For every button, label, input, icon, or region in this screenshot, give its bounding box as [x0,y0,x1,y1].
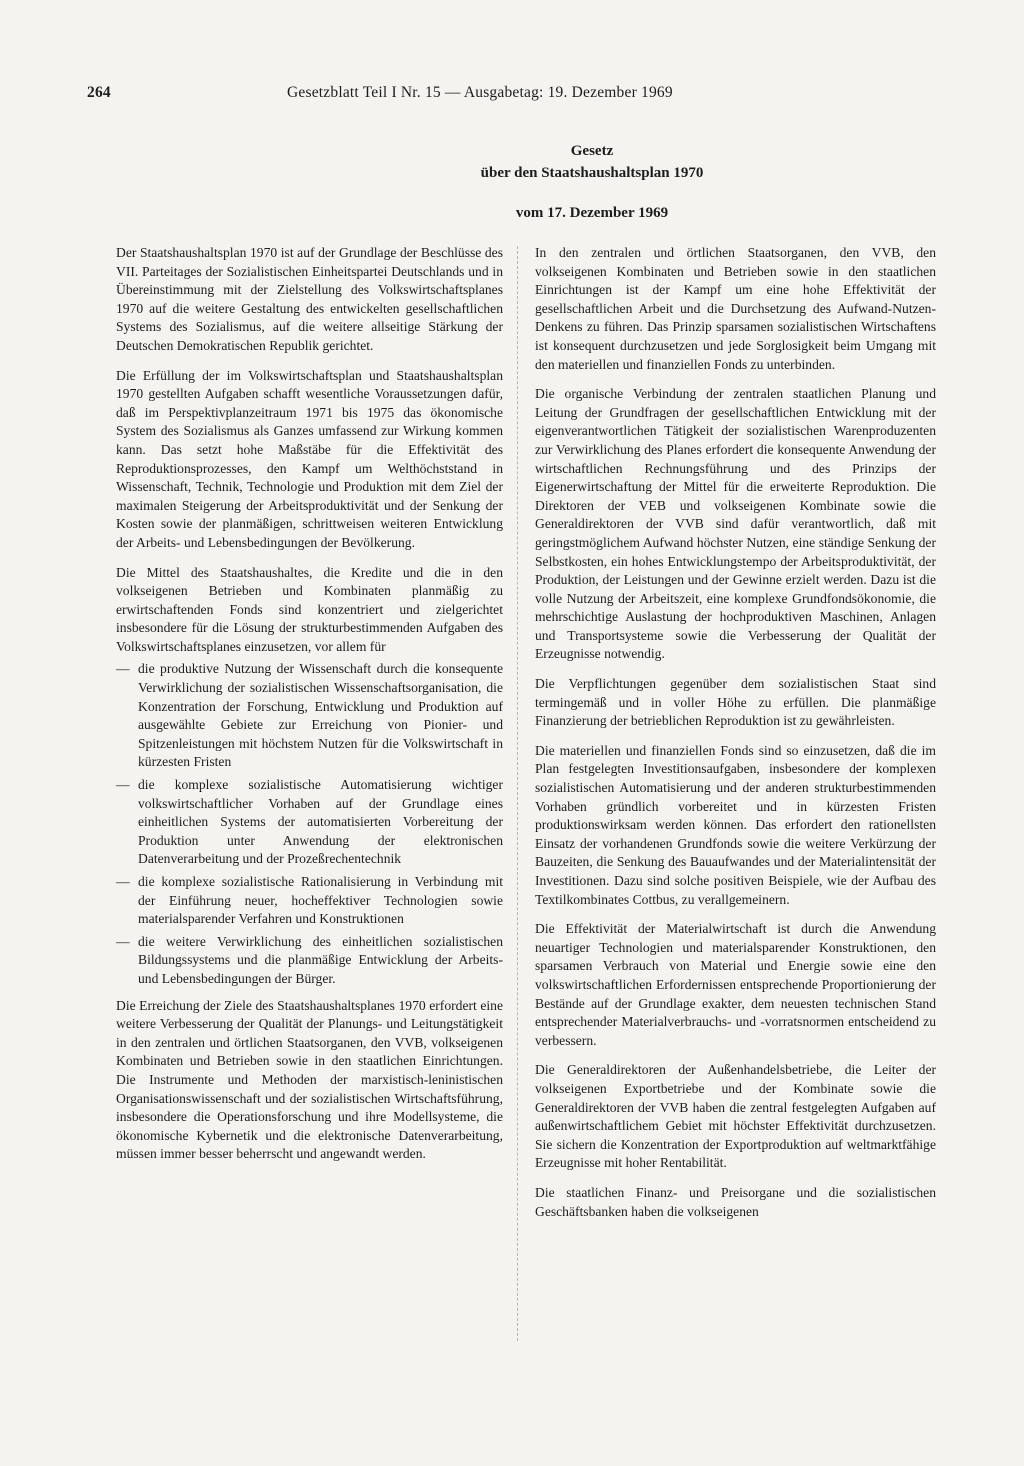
left-column [116,244,503,1175]
paragraph: Die Verpflichtungen gegenüber dem sozialistischen Staat sind termingemäß und in voller Höhe zu erfüllen. Die planmäßige Finanzierung der betrieblichen Reproduktion ist zu gewährleisten. [535,676,936,729]
column-divider [517,246,518,1341]
law-heading-title: Gesetz [570,143,614,159]
paragraph: Die Effektivität der Materialwirtschaft ist durch die Anwendung neuartiger Technologien und materialsparender Konstruktionen, den sparsamen Verbrauch von Material und Energie sowie eine den volkswirtschaftlichen Erfordernissen entsprechende Proportionierung der Bestände auf der Grundlage exakter, dem neuesten technischen Stand entsprechender Materialverbrauchs- und -vorratsnormen entscheidend zu verbessern. [535,921,936,1048]
paragraph: Die staatlichen Finanz- und Preisorgane und die sozialistischen Geschäftsbanken haben die volkseigenen [535,1184,936,1219]
gazette-title: Gesetzblatt Teil I Nr. 15 — Ausgabetag: 19. Dezember 1969 [287,84,673,101]
list-item: — die weitere Verwirklichung des einheitlichen sozialistischen Bildungssystems und die planmäßige Entwicklung der Arbeits- und Lebensbedingungen der Bürger. [116,933,503,989]
paragraph: Die materiellen und finanziellen Fonds sind so einzusetzen, daß die im Plan festgelegten Investitionsaufgaben, insbesondere der komplexen sozialistischen Automatisierung und der anderen strukturbestimmenden Vorhaben gründlich vorbereitet und in kürzesten Fristen produktionswirksam werden können. Das erfordert den rationellsten Einsatz der vorhandenen Grundfonds sowie die weitere Verkürzung der Bauzeiten, die Senkung des Bauaufwandes und der Materialintensität der Investitionen. Dazu sind solche positiven Beispiele, wie der Aufbau des Textilkombinates Cottbus, zu verallgemeinern. [535,742,936,907]
paragraph: Die Generaldirektoren der Außenhandelsbetriebe, die Leiter der volkseigenen Exportbetriebe und der Kombinate sowie die Generaldirektoren der VVB haben die zentral festgelegten Aufgaben auf außenwirtschaftlichem Gebiet mit höchster Effektivität durchzusetzen. Sie sichern die Konzentration der Exportproduktion auf weltmarktfähige Erzeugnisse mit hoher Rentabilität. [535,1062,936,1171]
right-column [535,244,936,1232]
paragraph: Der Staatshaushaltsplan 1970 ist auf der Grundlage der Beschlüsse des VII. Parteitages der Sozialistischen Einheitspartei Deutschlands und in Übereinstimmung mit der Zielstellung des Volkswirtschaftsplanes 1970 auf die weitere Gestaltung des entwickelten gesellschaftlichen Systems des Sozialismus, auf die weitere allseitige Stärkung der Deutschen Demokratischen Republik gerichtet. [116,245,503,353]
paragraph: Die Mittel des Staatshaushaltes, die Kredite und die in den volkseigenen Betrieben und Kombinaten planmäßig zu erwirtschaftenden Fonds sind konzentriert und zielgerichtet insbesondere für die Lösung der strukturbestimmenden Aufgaben des Volkswirtschaftsplanes einzusetzen, vor allem für [116,564,503,654]
paragraph: Die Erfüllung der im Volkswirtschaftsplan und Staatshaushaltsplan 1970 gestellten Aufgaben schafft wesentliche Voraussetzungen dafür, daß im Perspektivplanzeitraum 1971 bis 1975 das ökonomische System des Sozialismus als Ganzes umfassend zur Wirkung kommen kann. Das setzt hohe Maßstäbe für die Effektivität des Reproduktionsprozesses, den Kampf um Welthöchststand in Wissenschaft, Technik, Technologie und Produktion mit dem Ziel der maximalen Steigerung der Arbeitsproduktivität und der Senkung der Kosten sowie der planmäßigen, schrittweisen weiteren Entwicklung der Arbeits- und Lebensbedingungen der Bevölkerung. [116,367,503,550]
paragraph: Die Erreichung der Ziele des Staatshaushaltsplanes 1970 erfordert eine weitere Verbesserung der Qualität der Planungs- und Leitungstätigkeit in den zentralen und örtlichen Staatsorganen, den VVB, volkseigenen Kombinaten und Betrieben sowie in den staatlichen Einrichtungen. Die Instrumente und Methoden der marxistisch-leninistischen Organisationswissenschaft und der sozialistischen Wirtschaftsführung, insbesondere die Operationsforschung und ihre Modellsysteme, die ökonomische Kybernetik und die elektronische Datenverarbeitung, müssen immer besser beherrscht und angewandt werden. [116,997,503,1162]
list-item: — die komplexe sozialistische Rationalisierung in Verbindung mit der Einführung neuer, hocheffektiver Technologien sowie materialsparender Verfahren und Konstruktionen [116,873,503,929]
list-item: — die komplexe sozialistische Automatisierung wichtiger volkswirtschaftlicher Vorhaben auf der Grundlage eines einheitlichen Systems der automatisierten Vorbereitung der Produktion unter Anwendung der elektronischen Datenverarbeitung und der Prozeßrechentechnik [116,776,503,869]
paragraph: Die organische Verbindung der zentralen staatlichen Planung und Leitung der Grundfragen der gesellschaftlichen Entwicklung mit der eigenverantwortlichen Tätigkeit der sozialistischen Warenproduzenten zur Verwirklichung des Planes erfordert die konsequente Anwendung der wirtschaftlichen Rechnungsführung und des Prinzips der Eigenerwirtschaftung der Mittel für die erweiterte Reproduktion. Die Direktoren der VEB und volkseigenen Kombinate sowie die Generaldirektoren der VVB sind dafür verantwortlich, daß mit geringstmöglichem Aufwand höchster Nutzen, eine ständige Senkung der Selbstkosten, ein hohes Entwicklungstempo der Arbeitsproduktivität, der Produktion, der Leistungen und der Gewinne erzielt werden. Dazu ist die volle Nutzung der Arbeitszeit, eine komplexe Grundfondsökonomie, die mehrschichtige Auslastung der hochproduktiven Maschinen, Anlagen und Transportsysteme sowie die Verbesserung der Qualität der Erzeugnisse notwendig. [535,386,936,662]
law-heading-subject: über den Staatshaushaltsplan 1970 [480,165,704,181]
paragraph: In den zentralen und örtlichen Staatsorganen, den VVB, den volkseigenen Kombinaten und Betrieben sowie in den staatlichen Einrichtungen ist der Kampf um eine hohe Effektivität der gesellschaftlichen Arbeit und die Durchsetzung des Aufwand-Nutzen-Denkens zu führen. Das Prinzip sparsamen sozialistischen Wirtschaftens ist konsequent durchzusetzen und jede Sorglosigkeit beim Umgang mit den materiellen und finanziellen Fonds zu unterbinden. [535,245,936,372]
page-number: 264 [87,84,111,101]
priority-list [116,660,503,988]
law-heading-date: vom 17. Dezember 1969 [515,205,669,221]
list-item: — die produktive Nutzung der Wissenschaft durch die konsequente Verwirklichung der sozialistischen Wissenschaftsorganisation, die Konzentration der Forschung, Entwicklung und Produktion auf ausgewählte Gebiete zur Erreichung von Pionier- und Spitzenleistungen mit höchstem Nutzen für die Volkswirtschaft in kürzesten Fristen [116,660,503,772]
